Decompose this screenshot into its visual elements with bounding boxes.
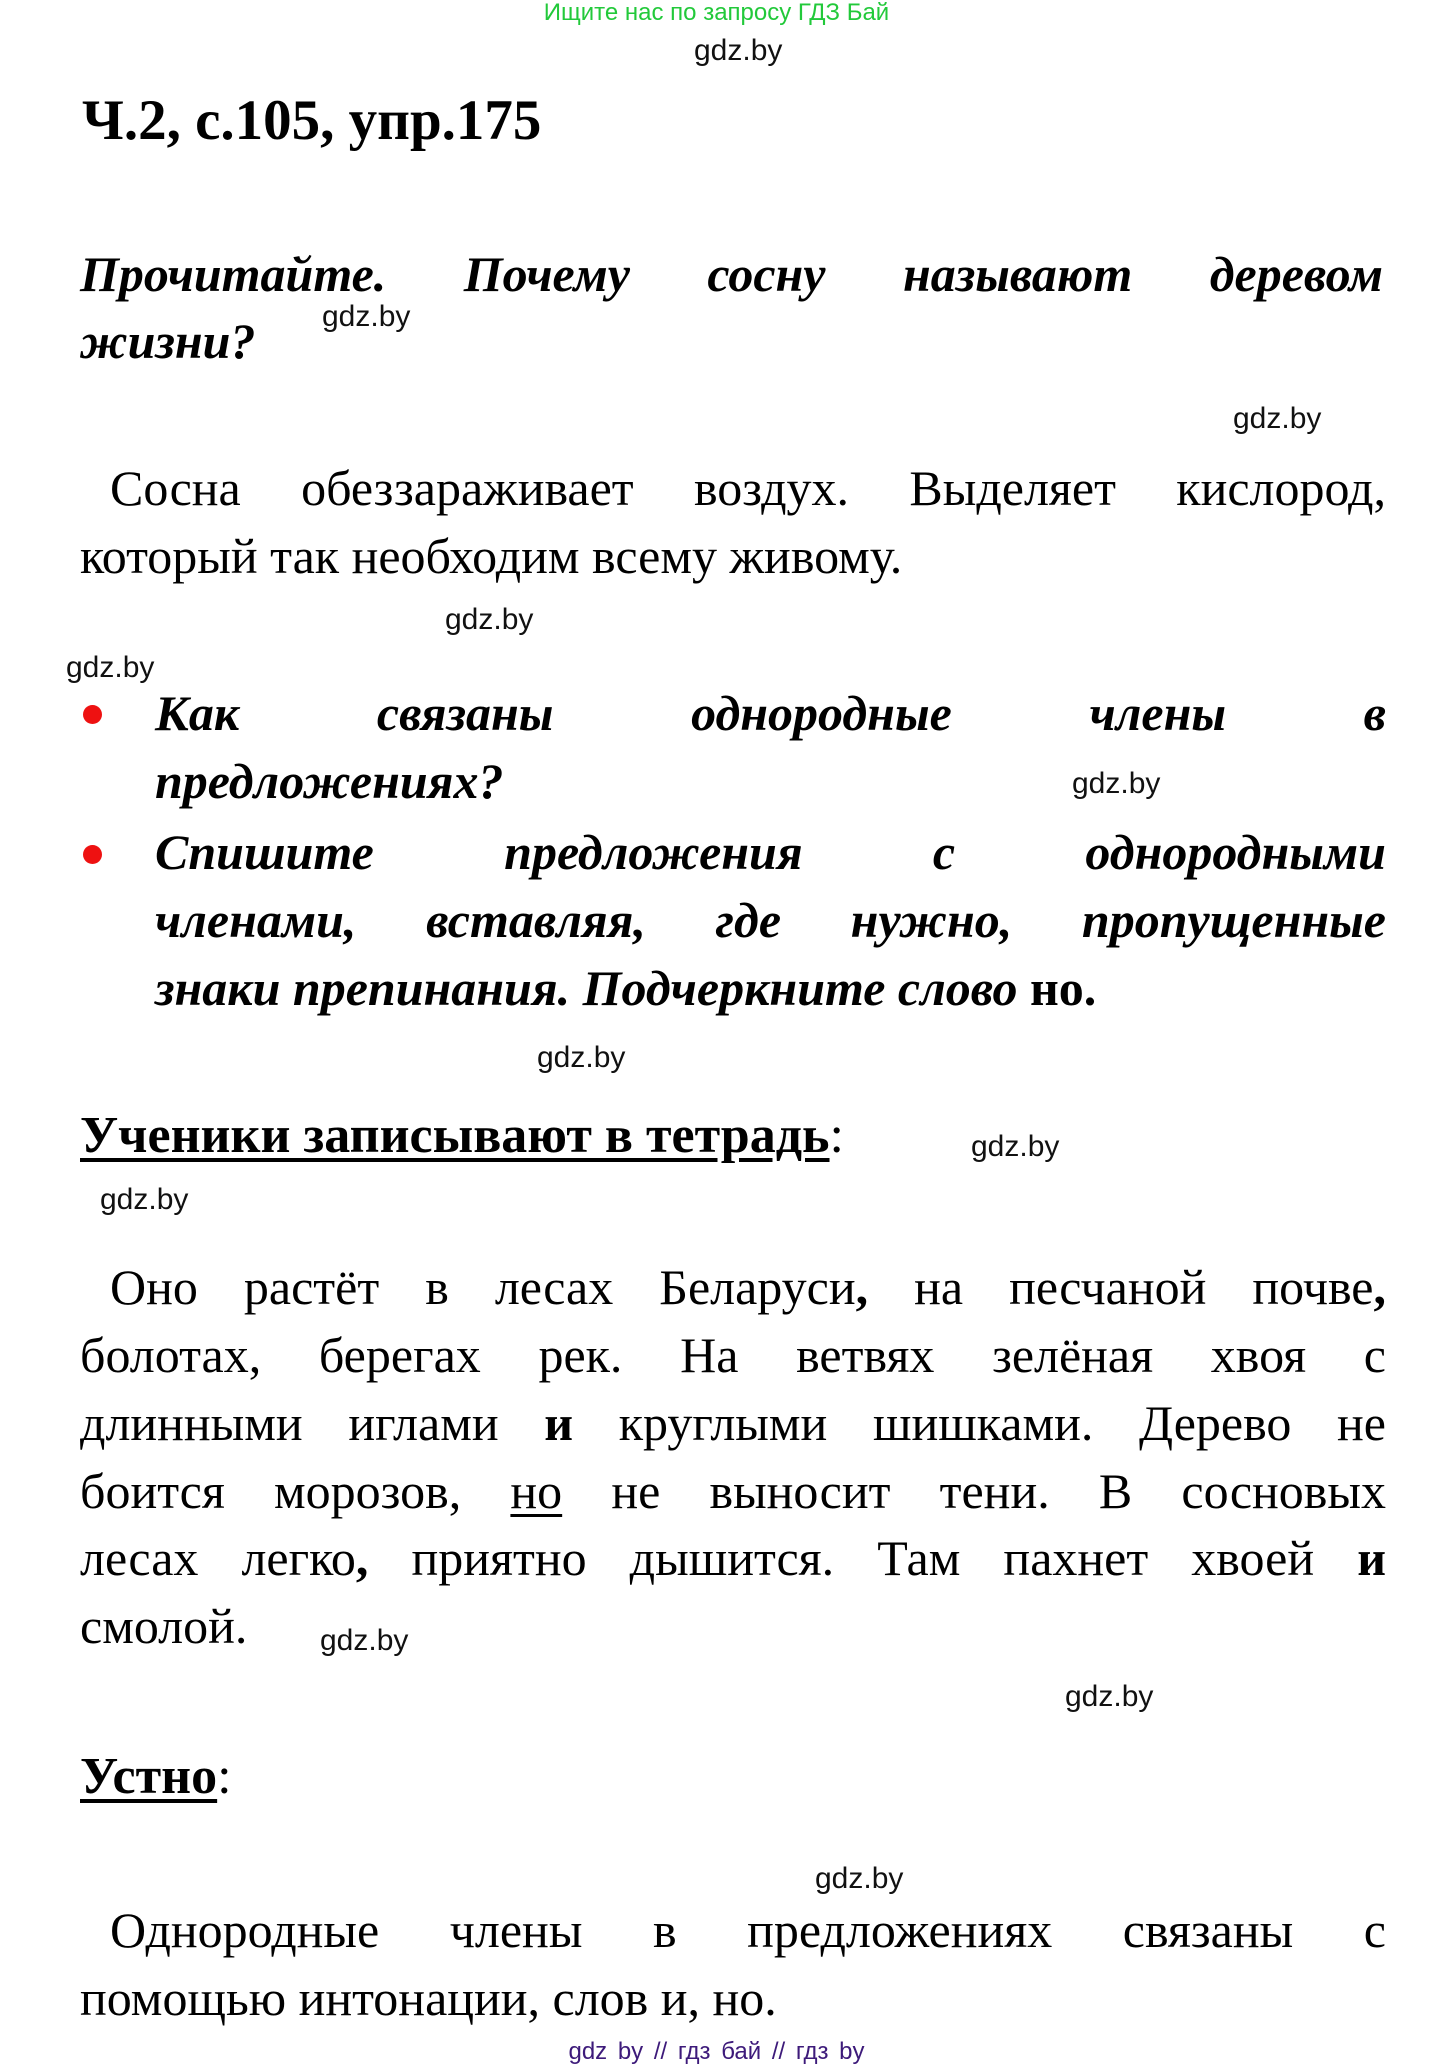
bullet-2-line-3 [155, 958, 1096, 1018]
watermark: gdz.by [322, 300, 411, 333]
inserted-comma: , [355, 1530, 369, 1586]
inserted-comma: , [1373, 1259, 1386, 1315]
watermark: gdz.by [100, 1183, 189, 1216]
reading-line-1: Сосна обеззараживает воздух. Выделяет кислород, [110, 460, 1386, 516]
text-fragment: лесах легко [80, 1530, 356, 1586]
text-fragment: боится морозов, [80, 1463, 511, 1519]
notebook-line-2: болотах, берегах рек. На ветвях зелёная хвоя с [80, 1327, 1386, 1383]
notebook-heading-text: Ученики записывают в тетрадь [80, 1107, 830, 1164]
promo-banner[interactable]: Ищите нас по запросу ГДЗ Бай [543, 0, 890, 26]
watermark: gdz.by [971, 1130, 1060, 1163]
watermark: gdz.by [66, 651, 155, 684]
bullet-2-line-1: Спишите предложения с однородными [155, 824, 1386, 880]
inserted-comma: , [855, 1259, 869, 1315]
notebook-heading [80, 1106, 844, 1166]
heading-colon: : [217, 1748, 232, 1805]
watermark: gdz.by [1065, 1680, 1154, 1713]
task-word: Почему [463, 246, 630, 302]
task-instruction-line-1 [80, 244, 1383, 304]
notebook-line-4 [80, 1461, 1386, 1521]
watermark: gdz.by [815, 1862, 904, 1895]
text-fragment: приятно дышится. Там пахнет хвоей [368, 1530, 1358, 1586]
bullet-icon [83, 845, 102, 864]
watermark: gdz.by [537, 1041, 626, 1074]
footer-links[interactable]: gdz by // гдз бай // гдз by [568, 2038, 865, 2065]
bullet-1-line-2: предложениях? [155, 753, 504, 809]
underlined-conjunction: но [510, 1463, 563, 1519]
task-word: деревом [1209, 246, 1383, 302]
bullet-1-line-1: Как связаны однородные члены в [155, 685, 1386, 741]
exercise-title: Ч.2, с.105, упр.175 [82, 89, 542, 152]
text-fragment: круглыми шишками. Дерево не [573, 1395, 1386, 1451]
watermark: gdz.by [694, 34, 783, 67]
task-instruction-line-2: жизни? [80, 313, 256, 369]
oral-heading-text: Устно [80, 1748, 218, 1805]
watermark: gdz.by [320, 1624, 409, 1657]
notebook-line-1 [110, 1257, 1386, 1317]
task-word: сосну [707, 246, 826, 302]
watermark: gdz.by [1072, 767, 1161, 800]
bullet-icon [83, 705, 102, 724]
conjunction-bold: и [544, 1395, 574, 1451]
text-fragment: длинными иглами [80, 1395, 545, 1451]
conjunction-bold: и [1357, 1530, 1386, 1586]
reading-line-2: который так необходим всему живому. [80, 528, 903, 584]
notebook-line-3 [80, 1393, 1386, 1453]
text-fragment: Оно растёт в лесах Беларуси [110, 1259, 856, 1315]
bullet-2-line-2: членами, вставляя, где нужно, пропущенные [155, 892, 1386, 948]
bullet-2-text: знаки препинания. Подчеркните слово [155, 960, 1018, 1016]
notebook-line-5 [80, 1528, 1386, 1588]
watermark: gdz.by [445, 603, 534, 636]
heading-colon: : [829, 1107, 844, 1164]
task-word: называют [902, 246, 1133, 302]
watermark: gdz.by [1233, 402, 1322, 435]
bullet-2-tail: но. [1029, 960, 1097, 1016]
oral-heading [80, 1747, 232, 1807]
oral-answer-line-1: Однородные члены в предложениях связаны с [110, 1902, 1386, 1958]
text-fragment: не выносит тени. В сосновых [562, 1463, 1386, 1519]
task-word: Прочитайте. [80, 246, 387, 302]
text-fragment: на песчаной почве [868, 1259, 1374, 1315]
notebook-line-6: смолой. [80, 1598, 248, 1654]
oral-answer-line-2: помощью интонации, слов и, но. [80, 1970, 777, 2026]
